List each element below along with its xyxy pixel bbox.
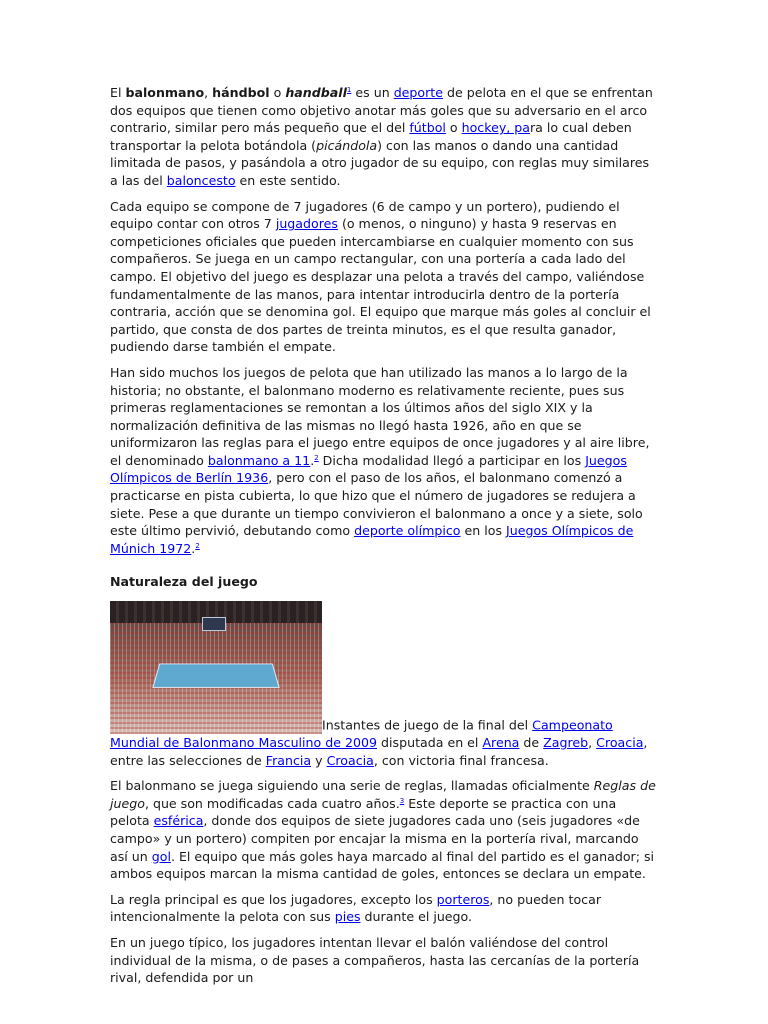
term-handball: handball — [285, 85, 347, 100]
text: (o menos, o ninguno) y hasta 9 reservas en competiciones oficiales que pueden intercambiarse en cualquier momento con sus compañeros. Se juega en un campo rectangular, con una portería a cada lado del campo. El objetivo del juego es desplazar una pelota a través del campo, valiéndose fundamentalmente de las manos, para intentar introducirla dentro de la portería contraria, acción que se denomina gol. El equipo que marque más goles al concluir el partido, que consta de dos partes de treinta minutos, es el que resulta ganador, pudiendo darse también el empate. — [110, 216, 651, 355]
link-zagreb[interactable]: Zagreb — [543, 735, 589, 751]
footnote-link[interactable]: 3 — [399, 796, 405, 805]
text: , no pueden tocar intencionalmente la pelota con sus — [110, 891, 602, 925]
handball-arena-photo — [110, 601, 322, 734]
text: es un — [351, 85, 394, 100]
text: durante el juego. — [360, 909, 473, 925]
photo-court — [152, 664, 279, 688]
link-mundial-2009[interactable]: Campeonato Mundial de Balonmano Masculino de 2009 — [110, 717, 613, 751]
text: o — [445, 120, 462, 136]
text: de pelota en el que se enfrentan dos equipos que tienen como objetivo anotar más goles que su adversario en el arco contrario, similar pero más pequeño que el del — [110, 85, 653, 136]
footnote-link[interactable]: 2 — [314, 453, 319, 462]
text: en este sentido. — [235, 172, 341, 188]
link-francia[interactable]: Francia — [265, 752, 312, 768]
link-croacia[interactable]: Croacia — [596, 735, 644, 751]
caption-text: , entre las selecciones de — [110, 735, 648, 768]
caption-text: de — [519, 735, 544, 751]
paragraph-history — [110, 364, 658, 558]
paragraph-main-rule — [110, 891, 658, 926]
link-berlin-1936[interactable]: Juegos Olímpicos de Berlín 1936 — [110, 452, 627, 486]
link-futbol[interactable]: fútbol — [409, 120, 446, 136]
text: , pero con el paso de los años, el balonmano comenzó a practicarse en pista cubierta, lo que hizo que el número de jugadores se redujera a siete. Pese a que durante un tiempo convivieron el balonmano a once y a siete, solo este último pervivió, debutando como — [110, 470, 643, 539]
link-munich-1972[interactable]: Juegos Olímpicos de Múnich 1972 — [110, 523, 634, 556]
text: . — [191, 540, 196, 556]
text: , donde dos equipos de siete jugadores cada uno (seis jugadores «de campo» y un portero) compiten por encajar la misma en la portería rival, marcando así un — [110, 813, 640, 864]
text: Este deporte se practica con una pelota — [110, 795, 617, 829]
paragraph-typical-game — [110, 934, 658, 987]
section-heading: Naturaleza del juego — [110, 574, 258, 590]
text: . — [310, 452, 315, 468]
caption-text: Instantes de juego de la final del — [322, 717, 533, 733]
text: o — [269, 85, 286, 100]
footnote-link[interactable]: 2 — [195, 541, 200, 550]
link-esferica[interactable]: esférica — [153, 813, 204, 829]
text: . El equipo que más goles haya marcado al final del partido es el ganador; si ambos equipos marcan la misma cantidad de goles, entonces se declara un empate. — [110, 848, 655, 882]
footnote-link[interactable]: 1 — [346, 86, 352, 94]
text: En un juego típico, los jugadores intentan llevar el balón valiéndose del control individual de la misma, o de pases a compañeros, hasta las cercanías de la portería rival, defendida por un — [110, 934, 640, 986]
link-jugadores[interactable]: jugadores — [275, 216, 338, 232]
link-baloncesto[interactable]: baloncesto — [166, 172, 236, 188]
link-deporte[interactable]: deporte — [393, 85, 443, 100]
text: en los — [460, 523, 507, 539]
caption-text: , — [588, 735, 597, 751]
photo-scoreboard — [202, 617, 226, 631]
term-picandola: picándola — [316, 137, 378, 153]
term-handbol: hándbol — [212, 85, 270, 100]
term-reglas-de-juego: Reglas de juego — [110, 778, 656, 811]
document-body — [110, 84, 658, 995]
text: Cada equipo se compone de 7 jugadores (6 de campo y un portero), pudiendo el equipo contar con otros 7 — [110, 198, 620, 232]
figure-with-caption — [110, 601, 658, 769]
paragraph-rules — [110, 777, 658, 883]
link-pies[interactable]: pies — [334, 909, 361, 925]
caption-text: , con victoria final francesa. — [373, 752, 549, 768]
text: Han sido muchos los juegos de pelota que han utilizado las manos a lo largo de la historia; no obstante, el balonmano moderno es relativamente reciente, pues sus primeras reglamentaciones se remontan a los últimos años del siglo XIX y la normalización definitiva de las mismas no llegó hasta 1926, año en que se uniformizaron las reglas para el juego entre equipos de once jugadores y al aire libre, el denominado — [110, 364, 650, 468]
link-arena[interactable]: Arena — [482, 735, 520, 751]
text: El — [110, 85, 126, 100]
text: ra lo cual deben transportar la pelota botándola ( — [110, 120, 632, 153]
link-deporte-olimpico[interactable]: deporte olímpico — [354, 523, 461, 539]
caption-text: y — [311, 752, 327, 768]
paragraph-intro — [110, 84, 658, 190]
text: El balonmano se juega siguiendo una serie de reglas, llamadas oficialmente — [110, 778, 594, 794]
text: La regla principal es que los jugadores, excepto los — [110, 891, 437, 907]
text: , que son modificadas cada cuatro años. — [144, 795, 400, 811]
link-balonmano-a-11[interactable]: balonmano a 11 — [207, 452, 311, 468]
link-croacia-2[interactable]: Croacia — [326, 752, 374, 768]
link-porteros[interactable]: porteros — [436, 891, 490, 907]
link-gol[interactable]: gol — [151, 848, 171, 864]
text: Dicha modalidad llegó a participar en los — [318, 452, 586, 468]
caption-text: disputada en el — [377, 735, 483, 751]
paragraph-teams — [110, 198, 658, 356]
text: ) con las manos o dando una cantidad limitada de pasos, y pasándola a otro jugador de su equipo, con reglas muy similares a las del — [110, 137, 650, 188]
link-hockey[interactable]: hockey, pa — [461, 120, 530, 136]
text: , — [204, 85, 213, 100]
term-balonmano: balonmano — [125, 85, 205, 100]
